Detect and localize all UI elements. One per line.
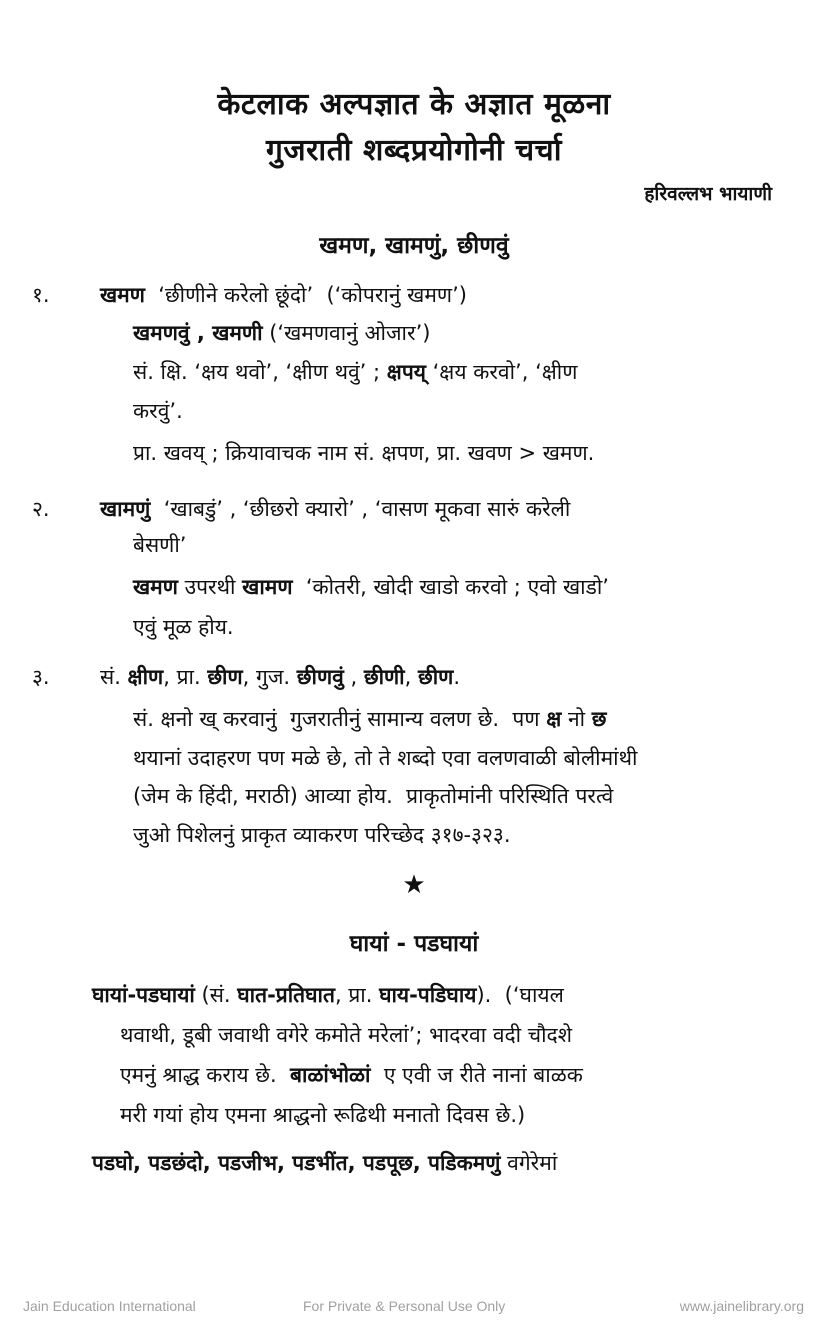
entry-2-line-3 (133, 572, 609, 602)
text-segment: वगेरेमां (500, 1151, 558, 1175)
star-icon: ★ (402, 870, 426, 900)
text-segment: ‘कोतरी, खोदी खाडो करवो ; एवो खाडो’ (292, 575, 609, 599)
entry-number-3: ३. (32, 665, 50, 689)
title-line-1: केटलाक अल्पज्ञात के अज्ञात मूळना (217, 87, 611, 122)
bold-term: खमणवुं , खमणी (133, 321, 263, 345)
text-segment: नो (561, 707, 592, 731)
bold-term: छीण (418, 665, 454, 689)
paragraph-line-3 (120, 1060, 583, 1090)
text-segment: सं. (100, 665, 128, 689)
text-segment: ‘छीणीने करेलो छूंदो’ (‘कोपरानुं खमण’) (144, 283, 467, 307)
bold-term: क्षीण (127, 665, 164, 689)
text-segment: , गुज. (242, 665, 297, 689)
bold-term: खामणुं (100, 497, 151, 521)
text-segment: ए एवी ज रीते नानां बाळक (370, 1063, 583, 1087)
bold-term: क्ष (546, 707, 562, 731)
bold-term: बाळांभोळां (290, 1063, 371, 1087)
entry-3-line-5 (133, 820, 511, 850)
text-segment: उपरथी (177, 575, 243, 599)
text-segment: . (453, 665, 461, 689)
text-segment: ‘खाबडुं’ , ‘छीछरो क्यारो’ , ‘वासण मूकवा सारुं करेली (150, 497, 571, 521)
text-segment: एमनुं श्राद्ध कराय छे. (120, 1063, 291, 1087)
entry-2-line-1 (100, 494, 570, 524)
bold-term: छीणवुं (296, 665, 344, 689)
paragraph-line-4 (120, 1100, 525, 1130)
entry-1-line-5 (133, 438, 594, 468)
text-segment: प्रा. खवय् ; क्रियावाचक नाम सं. क्षपण, प्रा. खवण > खमण. (133, 441, 595, 465)
entry-1-line-2 (133, 318, 430, 348)
entry-3-line-4 (133, 781, 613, 811)
entry-3-line-3 (133, 743, 637, 773)
text-segment: ). (‘घायल (476, 983, 564, 1007)
entry-3-line-2 (133, 704, 606, 734)
bold-term: छीण (207, 665, 243, 689)
footer-usage-notice: For Private & Personal Use Only (303, 1298, 506, 1314)
bold-term: पडघो, पडछंदो, पडजीभ, पडभींत, पडपूछ, पडिकमणुं (92, 1151, 501, 1175)
text-segment: (‘खमणवानुं ओजार’) (262, 321, 431, 345)
entry-3-line-1 (100, 662, 460, 692)
text-segment: मरी गयां होय एमना श्राद्धनो रूढिथी मनातो दिवस छे.) (120, 1103, 526, 1127)
section-heading-khaman: खमण, खामणुं, छीणवुं (319, 233, 509, 259)
text-segment: सं. क्षनो ख् करवानुं गुजरातीनुं सामान्य वलण छे. पण (133, 707, 547, 731)
text-segment: थवाथी, डूबी जवाथी वगेरे कमोते मरेलां’; भादरवा वदी चौदशे (120, 1023, 572, 1047)
bold-term: घात-प्रतिघात (237, 983, 335, 1007)
text-segment: बेसणी’ (133, 533, 187, 557)
text-segment: सं. क्षि. ‘क्षय थवो’, ‘क्षीण थवुं’ ; (133, 360, 387, 384)
entry-number-2: २. (32, 497, 50, 521)
bold-term: घाय-पडिघाय (379, 983, 477, 1007)
bold-term: घायां-पडघायां (92, 983, 195, 1007)
author-name: हरिवल्लभ भायाणी (644, 183, 772, 205)
text-segment: (जेम के हिंदी, मराठी) आव्या होय. प्राकृतोमांनी परिस्थिति परत्वे (133, 784, 614, 808)
text-segment: ‘क्षय करवो’, ‘क्षीण (425, 360, 578, 384)
section-heading-ghayan: घायां - पडघायां (349, 931, 479, 957)
paragraph-line-1 (92, 980, 564, 1010)
bold-term: खमण (100, 283, 145, 307)
text-segment: (सं. (194, 983, 238, 1007)
text-segment: थयानां उदाहरण पण मळे छे, तो ते शब्दो एवा वलणवाळी बोलीमांथी (133, 746, 638, 770)
bold-term: खमण (133, 575, 178, 599)
paragraph-line-5 (92, 1148, 557, 1178)
entry-1-line-3 (133, 357, 577, 387)
footer-website-link[interactable]: www.jainelibrary.org (679, 1298, 804, 1314)
footer-publisher: Jain Education International (23, 1298, 196, 1314)
bold-term: छीणी (363, 665, 405, 689)
paragraph-line-2 (120, 1020, 572, 1050)
title-line-2: गुजराती शब्दप्रयोगोनी चर्चा (266, 133, 562, 168)
text-segment: करवुं’. (133, 399, 183, 423)
entry-number-1: १. (32, 283, 50, 307)
bold-term: खामण (242, 575, 293, 599)
bold-term: छ (591, 707, 607, 731)
entry-2-line-2 (133, 530, 186, 560)
text-segment: , (404, 665, 418, 689)
text-segment: , प्रा. (163, 665, 208, 689)
text-segment: एवुं मूळ होय. (133, 615, 234, 639)
entry-1-line-4 (133, 396, 183, 426)
text-segment: , (343, 665, 364, 689)
text-segment: जुओ पिशेलनुं प्राकृत व्याकरण परिच्छेद ३१७-३२३. (133, 823, 511, 847)
entry-1-line-1 (100, 280, 467, 310)
bold-term: क्षपय् (386, 360, 426, 384)
entry-2-line-4 (133, 612, 234, 642)
text-segment: , प्रा. (334, 983, 380, 1007)
